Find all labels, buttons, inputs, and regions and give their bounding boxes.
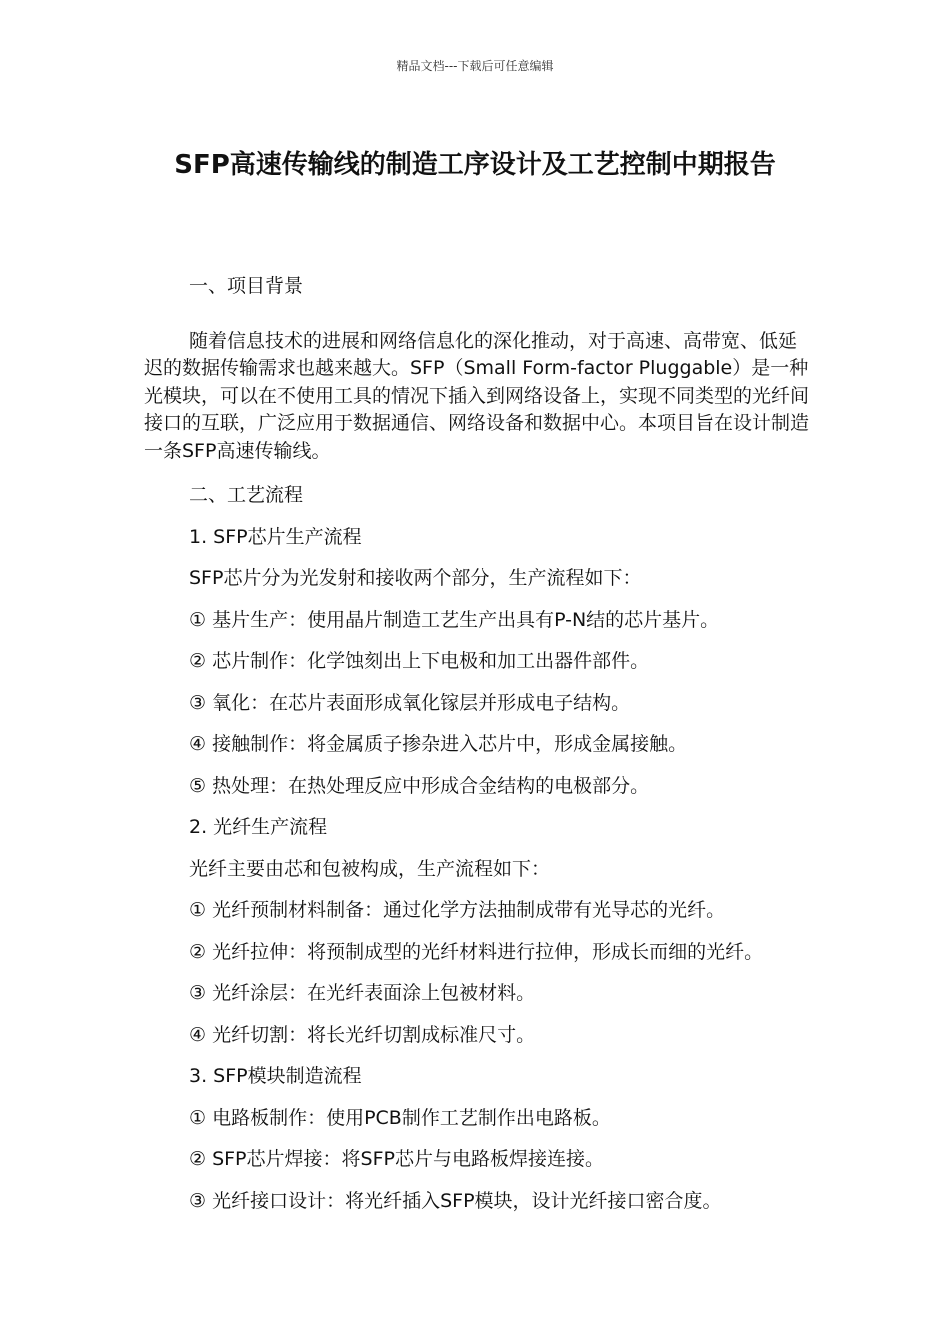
chip-step: ④ 接触制作：将金属质子掺杂进入芯片中，形成金属接触。 xyxy=(189,733,688,755)
intro-paragraph: 随着信息技术的进展和网络信息化的深化推动，对于高速、高带宽、低延迟的数据传输需求也越来越大。SFP（Small Form-factor Pluggable）是一种光模块，可以在不使用工具的情况下插入到网络设备上，实现不同类型的光纤间接口的互联，广泛应用于数据通信、网络设备和数据中心。本项目旨在设计制造一条SFP高速传输线。 xyxy=(144,329,810,462)
chip-step: ① 基片生产：使用晶片制造工艺生产出具有P-N结的芯片基片。 xyxy=(189,608,720,631)
module-step: ③ 光纤接口设计：将光纤插入SFP模块，设计光纤接口密合度。 xyxy=(189,1189,722,1212)
document-body xyxy=(144,272,814,1228)
chip-step: ② 芯片制作：化学蚀刻出上下电极和加工出器件部件。 xyxy=(189,650,650,672)
document-title: SFP高速传输线的制造工序设计及工艺控制中期报告 xyxy=(174,150,776,180)
subsection-heading-module: 3. SFP模块制造流程 xyxy=(189,1065,362,1087)
section-heading-process: 二、工艺流程 xyxy=(189,484,304,506)
page-header-note: 精品文档---下载后可任意编辑 xyxy=(396,59,554,73)
section-heading-background: 一、项目背景 xyxy=(189,275,304,297)
fiber-step: ④ 光纤切割：将长光纤切割成标准尺寸。 xyxy=(189,1023,536,1046)
subsection-heading-fiber: 2. 光纤生产流程 xyxy=(189,816,328,838)
fiber-step: ① 光纤预制材料制备：通过化学方法抽制成带有光导芯的光纤。 xyxy=(189,899,726,921)
fiber-intro: 光纤主要由芯和包被构成，生产流程如下： xyxy=(189,857,551,880)
subsection-heading-chip: 1. SFP芯片生产流程 xyxy=(189,525,362,548)
chip-intro: SFP芯片分为光发射和接收两个部分，生产流程如下： xyxy=(189,567,642,589)
chip-step: ③ 氧化：在芯片表面形成氧化镓层并形成电子结构。 xyxy=(189,691,631,714)
fiber-step: ② 光纤拉伸：将预制成型的光纤材料进行拉伸，形成长而细的光纤。 xyxy=(189,940,764,963)
chip-step: ⑤ 热处理：在热处理反应中形成合金结构的电极部分。 xyxy=(189,774,650,797)
fiber-step: ③ 光纤涂层：在光纤表面涂上包被材料。 xyxy=(189,982,536,1004)
module-step: ① 电路板制作：使用PCB制作工艺制作出电路板。 xyxy=(189,1106,611,1129)
module-step: ② SFP芯片焊接：将SFP芯片与电路板焊接连接。 xyxy=(189,1148,604,1170)
